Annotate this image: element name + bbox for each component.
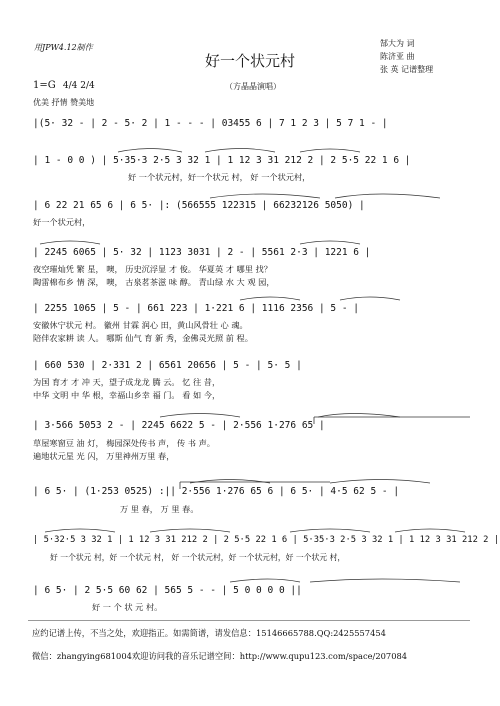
- song-title: 好一个状元村: [204, 52, 295, 70]
- notation-line-9: | 5·32·5 3 32 1 | 1 12 3 31 212 2 | 2 5·5 22 1 6 | 5·35·3 2·5 3 32 1 | 1 12 3 31 212 2 |: [33, 535, 500, 545]
- lyric-line-2: 好 一个状元村，好一个状元 村， 好 一个状元村，: [128, 172, 311, 182]
- slur-mark: [45, 529, 115, 532]
- slur-mark: [118, 149, 182, 153]
- lyric-line-9: 好 一个状元 村，好 一个状元 村， 好 一个状元村，好 一个状元村，好 一个状元 村，: [50, 553, 346, 562]
- key-text: 1=G: [33, 80, 56, 91]
- slur-mark: [335, 194, 440, 198]
- notation-line-5: | 2255 1065 | 5 - | 661 223 | 1·221 6 | 1116 2356 | 5 - |: [33, 303, 360, 314]
- slur-mark: [160, 414, 240, 418]
- slur-mark: [318, 414, 400, 418]
- notation-line-7: | 3·566 5053 2 - | 2245 6622 5 - | 2·556 1·276 65 |: [33, 420, 325, 431]
- slur-mark: [340, 297, 400, 300]
- notation-line-3: | 6 22 21 65 6 | 6 5· |: (566555 122315 | 66232126 5050) |: [33, 200, 365, 211]
- expression-marking: 优美 抒情 赞美地: [33, 98, 95, 107]
- performer-credit: （方晶晶演唱）: [225, 82, 281, 91]
- slur-mark: [310, 579, 460, 582]
- lyric-line-8: 万 里 春， 万 里 春。: [120, 504, 199, 514]
- time-signature: 4/4 2/4: [62, 81, 95, 91]
- lyric-line-6b: 中华 文明 中 华 根，幸福山乡幸 福 门。 看 如 今，: [33, 390, 221, 400]
- lyric-line-4b: 陶雷棉布乡 情 深， 噢， 古泉茗茶滋 味 醇。 青山绿 水 大 观 园，: [33, 277, 275, 287]
- footer-website: 微信：zhangying681004欢迎访问我的音乐记谱空间：http://www.qupu123.com/space/207084: [32, 651, 408, 661]
- lyric-line-3: 好一个状元村，: [33, 217, 91, 227]
- slur-mark: [40, 241, 100, 244]
- notation-line-8: | 6 5· | (1·253 0525) :|| 2·556 1·276 65 6 | 6 5· | 4·5 62 5 - |: [33, 486, 400, 497]
- lyric-line-7b: 遍地状元星 光 闪， 万里神州万里 春，: [33, 451, 175, 461]
- slur-mark: [190, 480, 270, 484]
- lyric-line-5a: 安徽休宁状元 村。 徽州 甘霖 润心 田，黄山风骨壮 心 魂。: [33, 320, 248, 330]
- lyric-line-10: 好 一 个 状 元 村。: [92, 602, 163, 612]
- notation-line-4: | 2245 6065 | 5· 32 | 1123 3031 | 2 - | 5561 2·3 | 1221 6 |: [33, 247, 371, 258]
- footer-contact: 应约记谱上传，不当之处，欢迎指正。如需简谱，请发信息：15146665788.QQ:2425557454: [32, 628, 386, 638]
- footer-divider: [28, 620, 470, 621]
- notation-line-10: | 6 5· | 2 5·5 60 62 | 565 5 - - | 5 0 0 0 0 ||: [33, 585, 302, 596]
- slur-mark: [150, 529, 230, 532]
- lyric-line-6a: 为国 育才 才 冲 天，望子成龙龙 腾 云。 忆 往 昔，: [33, 377, 221, 387]
- slur-mark: [300, 149, 360, 152]
- notation-line-1: |(5· 32 - | 2 - 5· 2 | 1 - - - | 03455 6 | 7 1 2 3 | 5 7 1 - |: [33, 118, 388, 129]
- slur-mark: [330, 480, 430, 484]
- slur-mark: [395, 529, 465, 532]
- maker-credit: 用JPW4.12制作: [34, 43, 93, 52]
- lyric-line-7a: 草屋寒窗豆 油 灯， 梅园深处传书 声， 传 书 声。: [33, 438, 215, 448]
- slur-mark: [240, 297, 300, 300]
- slur-mark: [205, 149, 275, 153]
- lyric-line-5b: 陪伴农家耕 读 人。 哪斯 仙气 育 新 秀，金佛灵光照 前 程。: [33, 333, 253, 343]
- slur-mark: [290, 529, 370, 532]
- lyric-line-4a: 夜空璀灿凭 繁 星， 噢， 历史沉浮显 才 俊。 华夏英 才 哪里 找？: [33, 264, 272, 274]
- composer-credit: 陈济亚 曲: [380, 52, 415, 61]
- slur-mark: [230, 579, 300, 582]
- notation-line-2: | 1 - 0 0 ) | 5·35·3 2·5 3 32 1 | 1 12 3 31 212 2 | 2 5·5 22 1 6 |: [33, 155, 411, 166]
- notation-line-6: | 660 530 | 2·331 2 | 6561 20656 | 5 - | 5· 5 |: [33, 360, 302, 371]
- lyricist-credit: 郜大为 词: [380, 39, 415, 48]
- slur-mark: [300, 241, 360, 244]
- arranger-credit: 张 英 记谱整理: [380, 65, 434, 74]
- slur-mark: [210, 194, 320, 198]
